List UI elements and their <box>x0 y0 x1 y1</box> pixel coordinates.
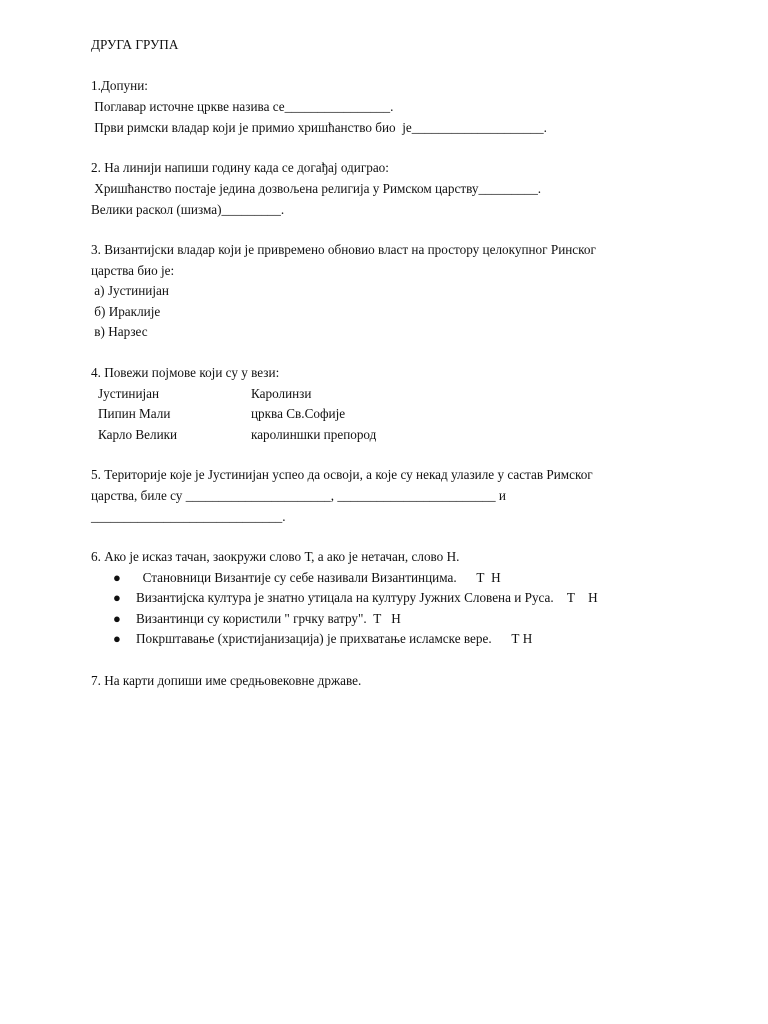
q2-line: Хришћанство постаје једина дозвољена религија у Римском царству_________. <box>91 181 542 196</box>
q6-statement: Становници Византије су себе називали Византинцима. Т Н <box>136 570 501 585</box>
bullet-icon: ● <box>113 590 121 605</box>
q4-left-term: Пипин Мали <box>98 406 171 421</box>
q5-question: _____________________________. <box>91 509 286 524</box>
q7-heading: 7. На карти допиши име средњовековне државе. <box>91 673 362 688</box>
worksheet-title: ДРУГА ГРУПА <box>91 37 179 52</box>
q5-question: царства, биле су ______________________, ________________________ и <box>91 488 506 503</box>
bullet-icon: ● <box>113 631 121 646</box>
q4-right-term: каролиншки препород <box>251 427 377 442</box>
q3-option-c: в) Нарзес <box>91 324 148 339</box>
q4-left-term: Карло Велики <box>98 427 178 442</box>
q6-statement: Византинци су користили " грчку ватру". Т Н <box>136 611 401 626</box>
q4-right-term: Каролинзи <box>251 386 312 401</box>
q6-statement: Византијска култура је знатно утицала на културу Јужних Словена и Руса. Т Н <box>136 590 598 605</box>
q2-line: Велики раскол (шизма)_________. <box>91 202 285 217</box>
bullet-icon: ● <box>113 611 121 626</box>
q3-option-a: а) Јустинијан <box>91 283 169 298</box>
q3-question: царства био је: <box>91 263 175 278</box>
q3-question: 3. Византијски владар који је привремено обновио власт на простору целокупног Ринског <box>91 242 596 257</box>
q1-line: Први римски владар који је примио хришћанство био је____________________. <box>91 120 547 135</box>
q4-right-term: црква Св.Софије <box>251 406 346 421</box>
q2-heading: 2. На линији напиши годину када се догађај одиграо: <box>91 160 389 175</box>
q4-left-term: Јустинијан <box>98 386 160 401</box>
q4-heading: 4. Повежи појмове који су у вези: <box>91 365 280 380</box>
q6-heading: 6. Ако је исказ тачан, заокружи слово Т, а ако је нетачан, слово Н. <box>91 549 460 564</box>
q1-line: Поглавар источне цркве назива се________________. <box>91 99 394 114</box>
bullet-icon: ● <box>113 570 121 585</box>
q5-question: 5. Територије које је Јустинијан успео да освоји, а које су некад улазиле у састав Римског <box>91 467 593 482</box>
q6-statement: Покрштавање (христијанизација) је прихватање исламске вере. Т Н <box>136 631 533 646</box>
q3-option-b: б) Ираклије <box>91 304 161 319</box>
q1-heading: 1.Допуни: <box>91 78 148 93</box>
